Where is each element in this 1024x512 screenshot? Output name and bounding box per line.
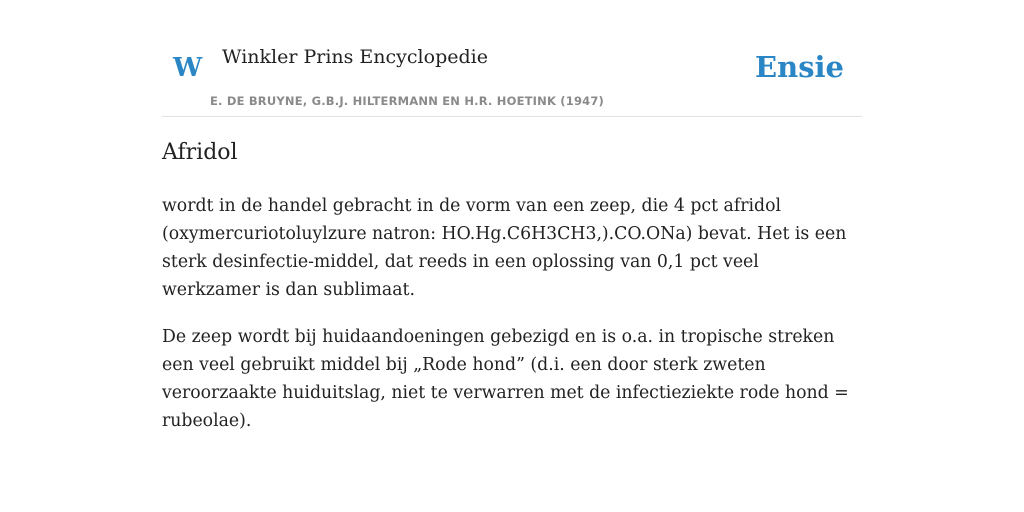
encyclopedia-header	[162, 0, 862, 117]
encyclopedia-title: Winkler Prins Encyclopedie	[222, 46, 488, 68]
article-paragraph-2: De zeep wordt bij huidaandoeningen gebezigd en is o.a. in tropische streken een veel gebruikt middel bij „Rode hond” (d.i. een door sterk zweten veroorzaakte huiduitslag, niet te verwarren met de infectieziekte rode hond = rubeolae).	[162, 327, 849, 431]
page-container	[162, 0, 862, 431]
encyclopedia-authors: E. DE BRUYNE, G.B.J. HILTERMANN EN H.R. HOETINK (1947)	[210, 94, 605, 108]
ensie-logo-link[interactable]: Ensie	[755, 50, 844, 84]
article-body	[162, 192, 862, 454]
article-paragraph-1: wordt in de handel gebracht in de vorm van een zeep, die 4 pct afridol (oxymercuriotoluylzure natron: HO.Hg.C6H3CH3,).CO.ONa) bevat. Het is een sterk desinfectie-middel, dat reeds in een oplossing van 0,1 pct veel werkzamer is dan sublimaat.	[162, 196, 847, 300]
winkler-prins-logo[interactable]: W	[173, 53, 203, 83]
article-title: Afridol	[162, 140, 238, 165]
